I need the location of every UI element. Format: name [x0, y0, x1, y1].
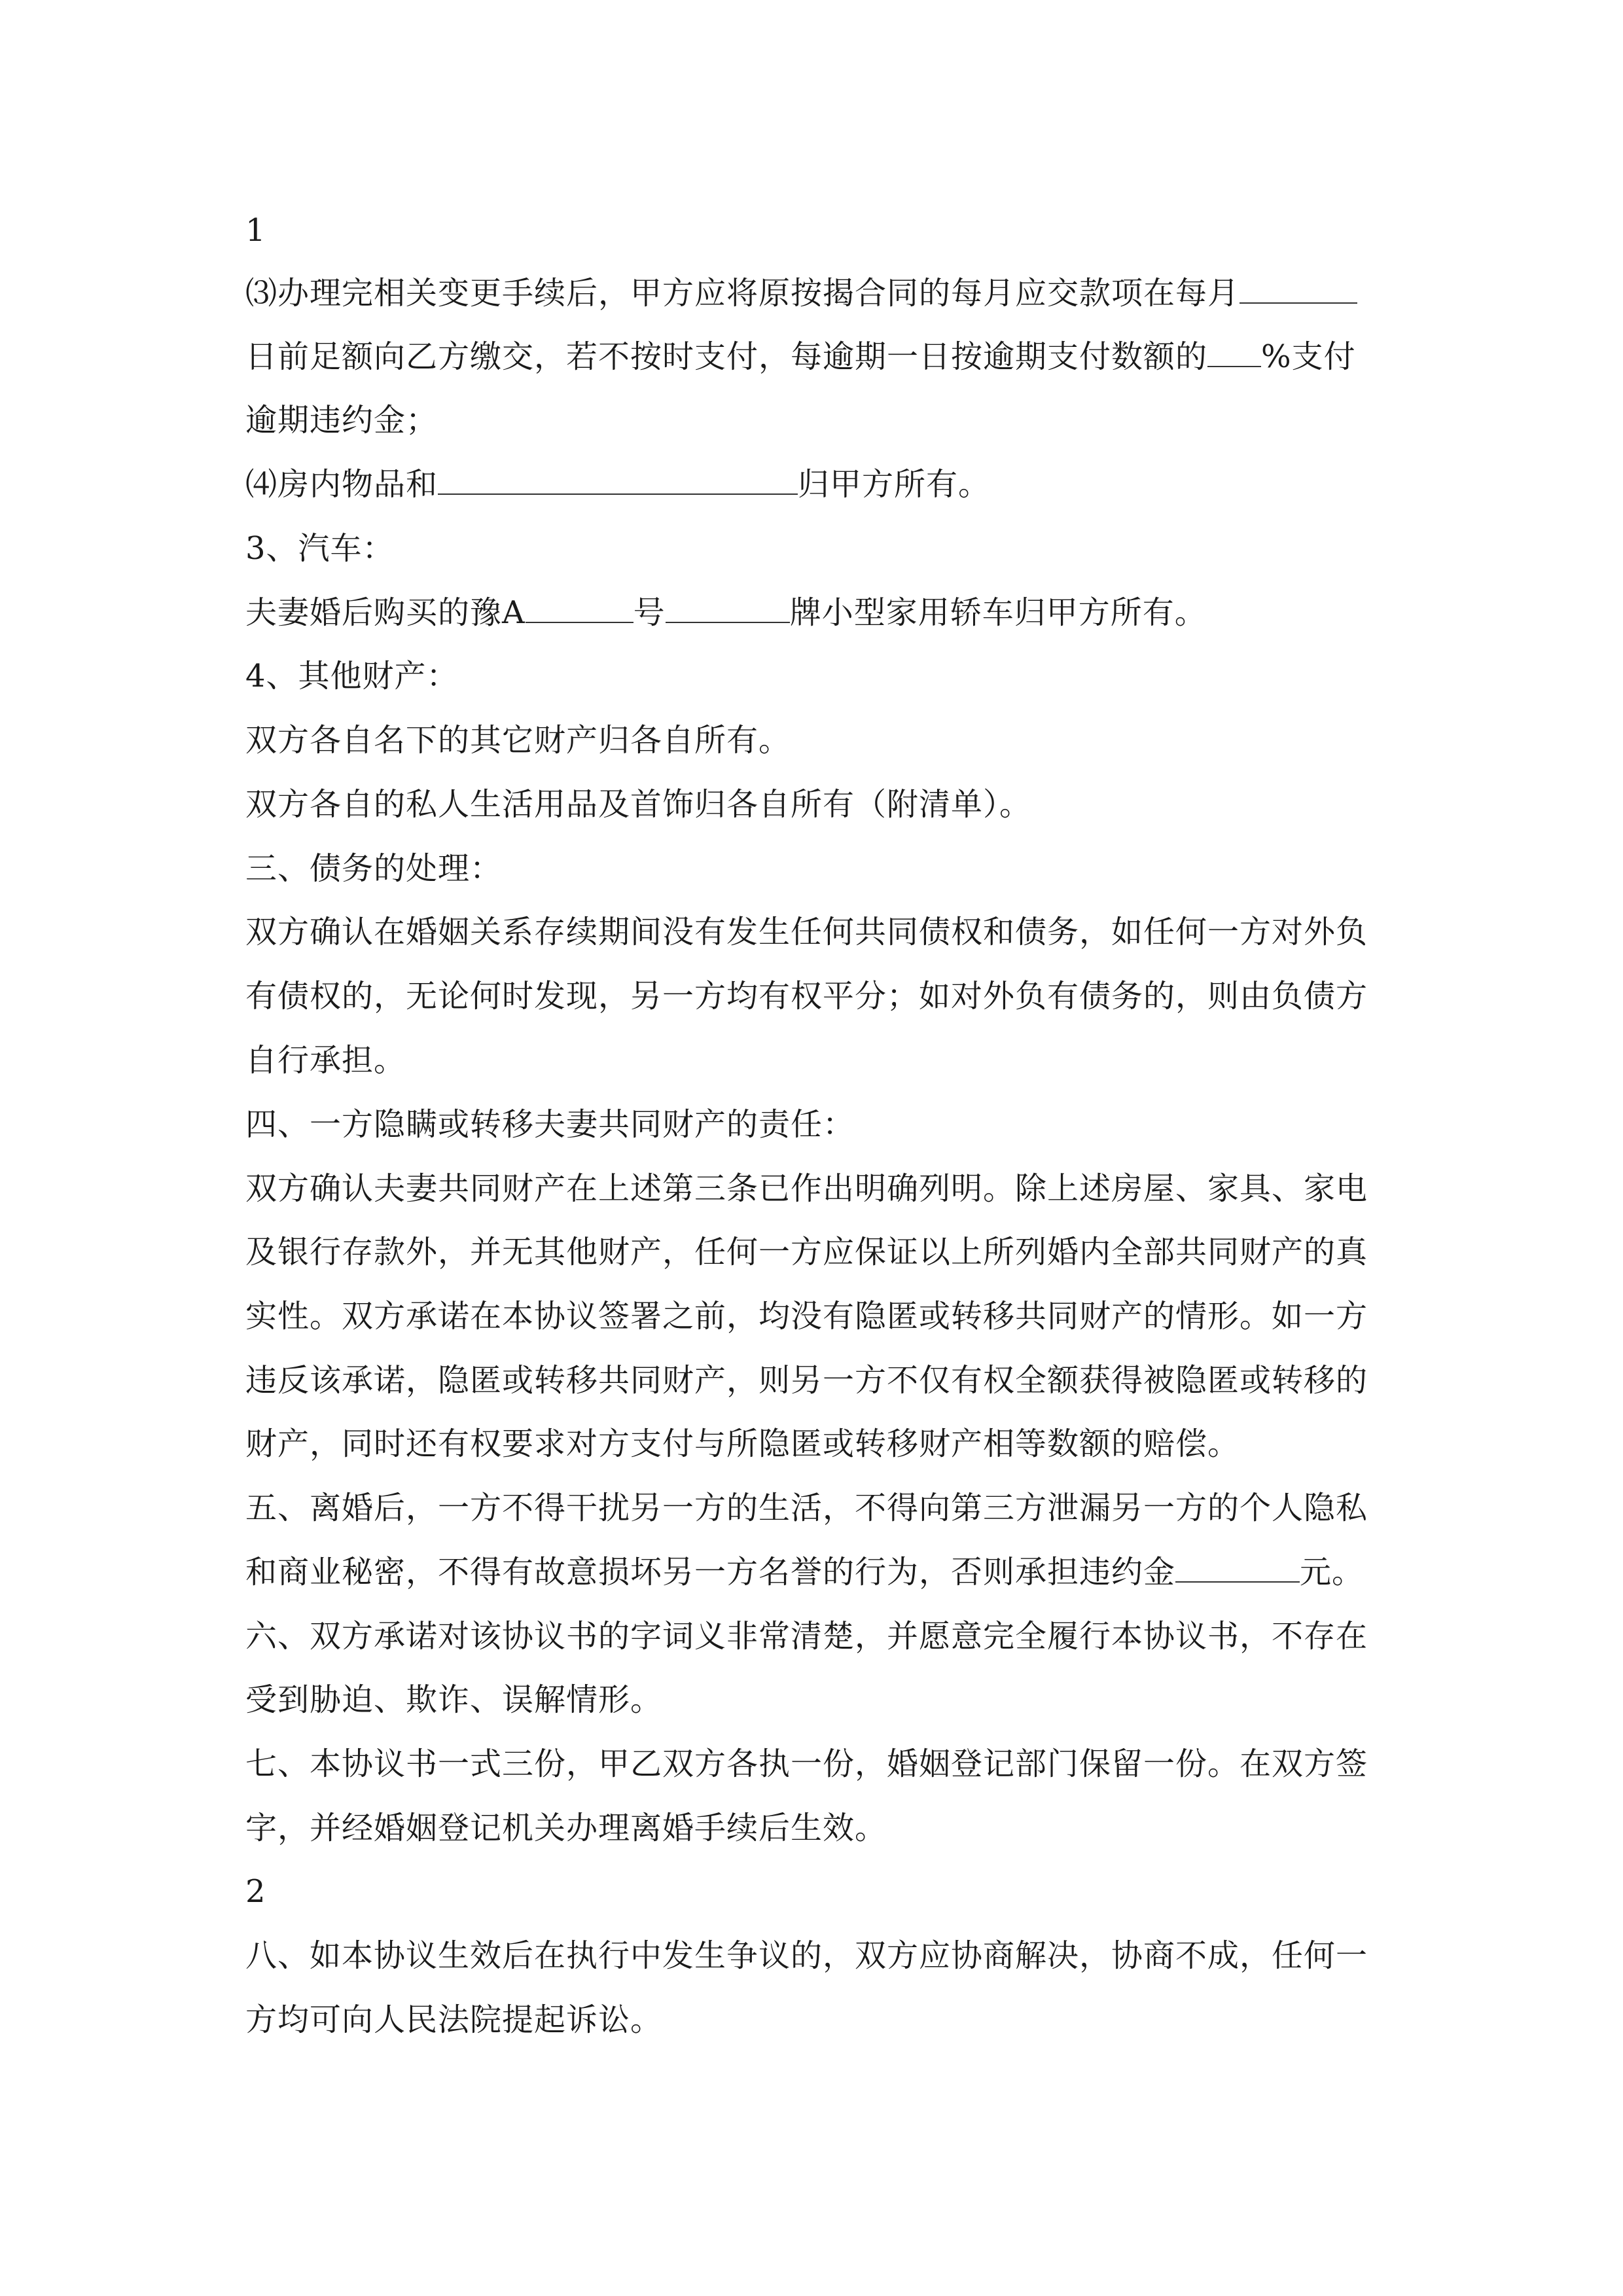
- paragraph-line: [245, 274, 1397, 313]
- fill-blank: [1175, 1552, 1300, 1583]
- text-segment: 受到胁迫、欺诈、误解情形。: [245, 1681, 663, 1718]
- heading-text: 3、汽车：: [245, 530, 395, 567]
- section-heading: [245, 849, 1397, 888]
- heading-text: 四、一方隐瞒或转移夫妻共同财产的责任：: [245, 1106, 855, 1143]
- text-segment: ⑷房内物品和: [245, 466, 438, 503]
- text-segment: 方均可向人民法院提起诉讼。: [245, 2001, 663, 2038]
- text-segment: 七、本协议书一式三份，甲乙双方各执一份，婚姻登记部门保留一份。在双方签: [245, 1746, 1368, 1782]
- fill-blank: [526, 593, 633, 623]
- paragraph-line: [245, 1041, 1397, 1080]
- text-segment: 归甲方所有。: [798, 466, 991, 503]
- text-segment: 八、如本协议生效后在执行中发生争议的，双方应协商解决，协商不成，任何一: [245, 1937, 1368, 1974]
- paragraph-line: [245, 401, 1397, 440]
- fill-blank: [1207, 337, 1261, 367]
- text-segment: 元。: [1300, 1554, 1364, 1590]
- text-segment: 号: [633, 594, 666, 631]
- paragraph-line: [245, 977, 1397, 1016]
- paragraph-line: [245, 1680, 1397, 1719]
- fill-blank: [1240, 274, 1357, 304]
- heading-text: 三、债务的处理：: [245, 850, 503, 887]
- text-segment: 财产，同时还有权要求对方支付与所隐匿或转移财产相等数额的赔偿。: [245, 1426, 1240, 1462]
- paragraph-line: [245, 1232, 1397, 1272]
- paragraph-line: [245, 785, 1397, 824]
- text-segment: 和商业秘密，不得有故意损坏另一方名誉的行为，否则承担违约金: [245, 1554, 1176, 1590]
- fill-blank: [666, 593, 790, 623]
- paragraph-line: [245, 1744, 1397, 1784]
- text-segment: 逾期违约金；: [245, 402, 438, 439]
- text-segment: %支付: [1261, 338, 1356, 375]
- paragraph-line: [245, 1936, 1397, 1975]
- paragraph-line: [245, 1361, 1397, 1400]
- text-segment: 夫妻婚后购买的豫A: [245, 594, 526, 631]
- page-number: 2: [245, 1873, 266, 1910]
- page-number: 1: [245, 212, 266, 249]
- text-segment: 双方确认在婚姻关系存续期间没有发生任何共同债权和债务，如任何一方对外负: [245, 914, 1368, 950]
- paragraph-line: [245, 337, 1397, 376]
- section-heading: [245, 1105, 1397, 1144]
- paragraph-line: [245, 1169, 1397, 1208]
- paragraph-line: [245, 1424, 1397, 1463]
- text-segment: 有债权的，无论何时发现，另一方均有权平分；如对外负有债务的，则由负债方: [245, 978, 1368, 1014]
- text-segment: 双方各自名下的其它财产归各自所有。: [245, 722, 791, 759]
- text-segment: 五、离婚后，一方不得干扰另一方的生活，不得向第三方泄漏另一方的个人隐私: [245, 1490, 1368, 1526]
- text-segment: 及银行存款外，并无其他财产，任何一方应保证以上所列婚内全部共同财产的真: [245, 1234, 1368, 1270]
- paragraph-line: [245, 721, 1397, 760]
- section-heading: [245, 656, 1397, 696]
- text-segment: 六、双方承诺对该协议书的字词义非常清楚，并愿意完全履行本协议书，不存在: [245, 1618, 1368, 1655]
- text-segment: 字，并经婚姻登记机关办理离婚手续后生效。: [245, 1810, 887, 1846]
- text-segment: 牌小型家用轿车归甲方所有。: [789, 594, 1207, 631]
- text-segment: ⑶办理完相关变更手续后，甲方应将原按揭合同的每月应交款项在每月: [245, 275, 1240, 312]
- paragraph-line: [245, 593, 1397, 632]
- text-segment: 实性。双方承诺在本协议签署之前，均没有隐匿或转移共同财产的情形。如一方: [245, 1298, 1368, 1335]
- page-marker-2: [245, 1872, 1397, 1911]
- paragraph-line: [245, 2000, 1397, 2039]
- section-heading: [245, 529, 1397, 568]
- page-marker-1: [245, 211, 1397, 250]
- paragraph-line: [245, 1488, 1397, 1528]
- text-segment: 双方确认夫妻共同财产在上述第三条已作出明确列明。除上述房屋、家具、家电: [245, 1170, 1368, 1207]
- text-segment: 自行承担。: [245, 1042, 406, 1079]
- paragraph-line: [245, 465, 1397, 504]
- paragraph-line: [245, 1808, 1397, 1848]
- text-segment: 双方各自的私人生活用品及首饰归各自所有（附清单）。: [245, 786, 1032, 823]
- heading-text: 4、其他财产：: [245, 658, 459, 694]
- paragraph-line: [245, 1552, 1397, 1592]
- text-segment: 日前足额向乙方缴交，若不按时支付，每逾期一日按逾期支付数额的: [245, 338, 1208, 375]
- paragraph-line: [245, 912, 1397, 952]
- fill-blank: [438, 465, 798, 495]
- text-segment: 违反该承诺，隐匿或转移共同财产，则另一方不仅有权全额获得被隐匿或转移的: [245, 1362, 1368, 1399]
- paragraph-line: [245, 1297, 1397, 1336]
- paragraph-line: [245, 1617, 1397, 1656]
